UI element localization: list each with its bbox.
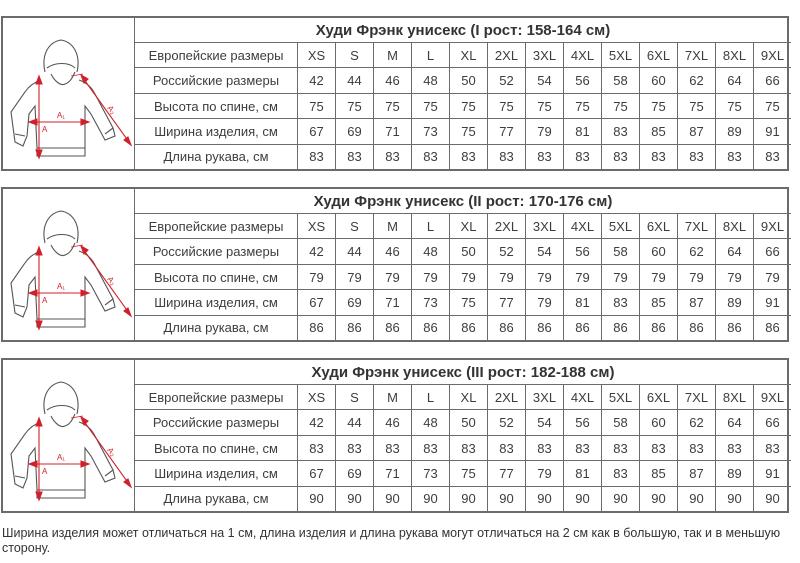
table-cell: 9XL	[753, 214, 791, 238]
table-cell: 90	[715, 487, 753, 511]
table-cell: 90	[449, 487, 487, 511]
table-cell: 81	[563, 119, 601, 143]
table-cell: 79	[753, 265, 791, 289]
table-cell: 58	[601, 410, 639, 434]
hoodie-measurement-diagram	[3, 360, 135, 511]
table-cell: 60	[639, 410, 677, 434]
table-cell: 87	[677, 290, 715, 314]
table-cell: 8XL	[715, 214, 753, 238]
row-label: Ширина изделия, см	[154, 465, 278, 481]
table-cell: 86	[639, 316, 677, 340]
table-cell: 52	[487, 239, 525, 263]
table-cell: M	[373, 43, 411, 67]
table-cell: 75	[373, 94, 411, 118]
table-cell: 90	[487, 487, 525, 511]
table-cell: XL	[449, 214, 487, 238]
table-cell: 86	[297, 316, 335, 340]
table-cell: XS	[297, 214, 335, 238]
table-cell: 2XL	[487, 385, 525, 409]
table-cell: 75	[525, 94, 563, 118]
table-cell: S	[335, 214, 373, 238]
table-cell: 8XL	[715, 385, 753, 409]
table-cell: 79	[639, 265, 677, 289]
row-label: Российские размеры	[152, 73, 280, 89]
table-cell: 52	[487, 68, 525, 92]
table-cell: 66	[753, 68, 791, 92]
table-cell: 4XL	[563, 43, 601, 67]
size-grid	[135, 18, 791, 169]
table-cell: 83	[449, 436, 487, 460]
table-cell: 75	[449, 94, 487, 118]
table-row	[135, 214, 791, 239]
hoodie-measurement-diagram	[3, 18, 135, 169]
table-cell: 50	[449, 410, 487, 434]
table-cell: 86	[753, 316, 791, 340]
row-label: Длина рукава, см	[163, 149, 269, 165]
table-row	[135, 119, 791, 144]
table-cell: 91	[753, 461, 791, 485]
table-cell: 60	[639, 68, 677, 92]
size-chart-table	[1, 358, 789, 513]
table-cell: 64	[715, 68, 753, 92]
table-cell: 75	[715, 94, 753, 118]
row-label: Европейские размеры	[148, 389, 284, 405]
table-cell: 3XL	[525, 385, 563, 409]
table-cell: 67	[297, 290, 335, 314]
table-cell: 83	[601, 461, 639, 485]
table-cell: 48	[411, 239, 449, 263]
table-cell: 73	[411, 290, 449, 314]
table-cell: 86	[715, 316, 753, 340]
table-cell: 83	[601, 119, 639, 143]
table-cell: 85	[639, 461, 677, 485]
table-cell: 89	[715, 461, 753, 485]
table-cell: XS	[297, 385, 335, 409]
table-cell: 8XL	[715, 43, 753, 67]
table-cell: 86	[525, 316, 563, 340]
table-title: Худи Фрэнк унисекс (I рост: 158-164 см)	[135, 18, 791, 43]
table-cell: 79	[411, 265, 449, 289]
table-cell: 6XL	[639, 43, 677, 67]
table-cell: 75	[449, 461, 487, 485]
table-cell: 83	[373, 145, 411, 169]
size-footnote: Ширина изделия может отличаться на 1 см, длина изделия и длина рукава могут отличаться на 2 см как в большую, так и в меньшую сторону.	[2, 526, 781, 555]
table-cell: 79	[525, 461, 563, 485]
table-cell: 83	[715, 436, 753, 460]
table-title: Худи Фрэнк унисекс (III рост: 182-188 см)	[135, 360, 791, 385]
table-cell: 90	[677, 487, 715, 511]
table-cell: 87	[677, 461, 715, 485]
table-cell: 85	[639, 119, 677, 143]
table-cell: 5XL	[601, 214, 639, 238]
table-cell: 60	[639, 239, 677, 263]
table-row	[135, 410, 791, 435]
table-cell: 71	[373, 461, 411, 485]
table-cell: 4XL	[563, 385, 601, 409]
table-row	[135, 145, 791, 169]
table-cell: 83	[411, 145, 449, 169]
table-cell: 83	[753, 436, 791, 460]
table-cell: 83	[297, 145, 335, 169]
table-cell: 75	[677, 94, 715, 118]
table-cell: 86	[487, 316, 525, 340]
table-cell: 83	[715, 145, 753, 169]
table-cell: 9XL	[753, 385, 791, 409]
diagram-label-width: A₁	[56, 281, 65, 291]
table-cell: 48	[411, 68, 449, 92]
table-cell: 90	[601, 487, 639, 511]
table-title: Худи Фрэнк унисекс (II рост: 170-176 см)	[135, 189, 791, 214]
table-cell: 83	[525, 145, 563, 169]
table-cell: 90	[411, 487, 449, 511]
table-cell: XS	[297, 43, 335, 67]
table-cell: 69	[335, 119, 373, 143]
row-label: Длина рукава, см	[163, 491, 269, 507]
size-grid	[135, 189, 791, 340]
table-cell: 66	[753, 410, 791, 434]
row-label: Высота по спине, см	[153, 98, 278, 114]
table-cell: 73	[411, 119, 449, 143]
table-cell: 6XL	[639, 385, 677, 409]
row-label: Длина рукава, см	[163, 320, 269, 336]
table-cell: 62	[677, 68, 715, 92]
table-cell: 6XL	[639, 214, 677, 238]
table-cell: L	[411, 385, 449, 409]
table-cell: 77	[487, 290, 525, 314]
table-cell: 54	[525, 68, 563, 92]
table-row	[135, 265, 791, 290]
table-cell: 56	[563, 239, 601, 263]
table-cell: 79	[525, 119, 563, 143]
table-cell: 5XL	[601, 385, 639, 409]
table-cell: L	[411, 214, 449, 238]
table-cell: 83	[601, 145, 639, 169]
table-cell: 7XL	[677, 385, 715, 409]
table-cell: 83	[411, 436, 449, 460]
table-cell: 79	[525, 290, 563, 314]
table-cell: 44	[335, 239, 373, 263]
table-cell: 90	[563, 487, 601, 511]
table-cell: 86	[411, 316, 449, 340]
table-cell: 71	[373, 119, 411, 143]
table-cell: 75	[601, 94, 639, 118]
table-cell: L	[411, 43, 449, 67]
diagram-label-height: A	[41, 295, 47, 305]
table-cell: 75	[411, 94, 449, 118]
table-cell: 58	[601, 239, 639, 263]
table-cell: M	[373, 385, 411, 409]
table-cell: 91	[753, 119, 791, 143]
table-row	[135, 290, 791, 315]
table-cell: 3XL	[525, 214, 563, 238]
table-cell: 58	[601, 68, 639, 92]
table-cell: 77	[487, 119, 525, 143]
table-cell: 75	[639, 94, 677, 118]
table-cell: 42	[297, 68, 335, 92]
table-cell: 75	[297, 94, 335, 118]
row-label: Высота по спине, см	[153, 269, 278, 285]
table-cell: 44	[335, 410, 373, 434]
size-chart-table	[1, 187, 789, 342]
table-cell: 91	[753, 290, 791, 314]
table-cell: S	[335, 43, 373, 67]
table-cell: 79	[715, 265, 753, 289]
table-cell: 83	[601, 290, 639, 314]
row-label: Российские размеры	[152, 415, 280, 431]
table-cell: 86	[563, 316, 601, 340]
hoodie-diagram-icon	[5, 24, 133, 164]
table-row	[135, 316, 791, 340]
hoodie-measurement-diagram	[3, 189, 135, 340]
hoodie-diagram-icon	[5, 366, 133, 506]
table-cell: 89	[715, 119, 753, 143]
table-cell: 54	[525, 410, 563, 434]
table-cell: 79	[297, 265, 335, 289]
table-cell: 67	[297, 119, 335, 143]
table-cell: 46	[373, 68, 411, 92]
table-cell: 9XL	[753, 43, 791, 67]
table-cell: 83	[753, 145, 791, 169]
table-cell: 75	[753, 94, 791, 118]
row-label: Европейские размеры	[148, 218, 284, 234]
table-cell: 42	[297, 410, 335, 434]
table-cell: 56	[563, 68, 601, 92]
table-cell: 56	[563, 410, 601, 434]
table-cell: 2XL	[487, 214, 525, 238]
table-cell: 81	[563, 461, 601, 485]
table-cell: 4XL	[563, 214, 601, 238]
table-cell: 46	[373, 239, 411, 263]
table-cell: 83	[563, 436, 601, 460]
table-cell: 50	[449, 239, 487, 263]
table-cell: 62	[677, 239, 715, 263]
table-cell: XL	[449, 43, 487, 67]
table-cell: 90	[639, 487, 677, 511]
table-cell: 81	[563, 290, 601, 314]
table-cell: 86	[449, 316, 487, 340]
table-cell: 83	[639, 436, 677, 460]
table-cell: 86	[335, 316, 373, 340]
table-cell: 83	[487, 436, 525, 460]
table-row	[135, 461, 791, 486]
table-cell: 90	[335, 487, 373, 511]
table-cell: 79	[487, 265, 525, 289]
table-cell: 44	[335, 68, 373, 92]
table-cell: 2XL	[487, 43, 525, 67]
table-cell: M	[373, 214, 411, 238]
table-cell: 7XL	[677, 214, 715, 238]
diagram-label-sleeve: A₂	[104, 103, 118, 116]
table-row	[135, 94, 791, 119]
table-cell: 83	[335, 145, 373, 169]
table-cell: 75	[487, 94, 525, 118]
row-label: Российские размеры	[152, 244, 280, 260]
table-cell: 64	[715, 410, 753, 434]
table-cell: 86	[601, 316, 639, 340]
table-cell: 83	[373, 436, 411, 460]
table-cell: 69	[335, 290, 373, 314]
table-cell: 48	[411, 410, 449, 434]
table-cell: 89	[715, 290, 753, 314]
table-cell: S	[335, 385, 373, 409]
table-cell: 62	[677, 410, 715, 434]
diagram-label-height: A	[41, 466, 47, 476]
table-cell: 77	[487, 461, 525, 485]
table-cell: XL	[449, 385, 487, 409]
table-cell: 75	[449, 290, 487, 314]
table-row	[135, 68, 791, 93]
table-cell: 52	[487, 410, 525, 434]
table-cell: 79	[563, 265, 601, 289]
diagram-label-sleeve: A₂	[104, 274, 118, 287]
hoodie-diagram-icon	[5, 195, 133, 335]
table-cell: 79	[525, 265, 563, 289]
table-cell: 90	[373, 487, 411, 511]
table-row	[135, 487, 791, 511]
table-cell: 75	[563, 94, 601, 118]
table-cell: 90	[525, 487, 563, 511]
table-cell: 79	[335, 265, 373, 289]
diagram-label-width: A₁	[56, 110, 65, 120]
table-cell: 83	[297, 436, 335, 460]
table-cell: 42	[297, 239, 335, 263]
row-label: Ширина изделия, см	[154, 294, 278, 310]
table-cell: 83	[525, 436, 563, 460]
table-cell: 86	[373, 316, 411, 340]
table-row	[135, 385, 791, 410]
table-cell: 67	[297, 461, 335, 485]
table-cell: 79	[677, 265, 715, 289]
table-cell: 64	[715, 239, 753, 263]
table-cell: 83	[335, 436, 373, 460]
table-cell: 83	[601, 436, 639, 460]
table-cell: 85	[639, 290, 677, 314]
table-cell: 50	[449, 68, 487, 92]
size-grid	[135, 360, 791, 511]
table-cell: 54	[525, 239, 563, 263]
row-label: Высота по спине, см	[153, 440, 278, 456]
table-cell: 75	[449, 119, 487, 143]
diagram-label-height: A	[41, 124, 47, 134]
row-label: Европейские размеры	[148, 47, 284, 63]
table-cell: 83	[639, 145, 677, 169]
table-cell: 83	[449, 145, 487, 169]
table-cell: 79	[449, 265, 487, 289]
table-cell: 73	[411, 461, 449, 485]
row-label: Ширина изделия, см	[154, 123, 278, 139]
table-cell: 87	[677, 119, 715, 143]
table-cell: 83	[677, 145, 715, 169]
table-cell: 90	[753, 487, 791, 511]
table-cell: 90	[297, 487, 335, 511]
table-row	[135, 43, 791, 68]
table-cell: 79	[373, 265, 411, 289]
table-cell: 46	[373, 410, 411, 434]
table-cell: 5XL	[601, 43, 639, 67]
table-cell: 3XL	[525, 43, 563, 67]
table-cell: 83	[563, 145, 601, 169]
table-cell: 69	[335, 461, 373, 485]
diagram-label-width: A₁	[56, 452, 65, 462]
table-cell: 71	[373, 290, 411, 314]
table-cell: 7XL	[677, 43, 715, 67]
table-cell: 86	[677, 316, 715, 340]
table-cell: 83	[487, 145, 525, 169]
size-chart-table	[1, 16, 789, 171]
table-cell: 75	[335, 94, 373, 118]
table-row	[135, 239, 791, 264]
table-cell: 66	[753, 239, 791, 263]
table-cell: 79	[601, 265, 639, 289]
table-cell: 83	[677, 436, 715, 460]
table-row	[135, 436, 791, 461]
diagram-label-sleeve: A₂	[104, 445, 118, 458]
